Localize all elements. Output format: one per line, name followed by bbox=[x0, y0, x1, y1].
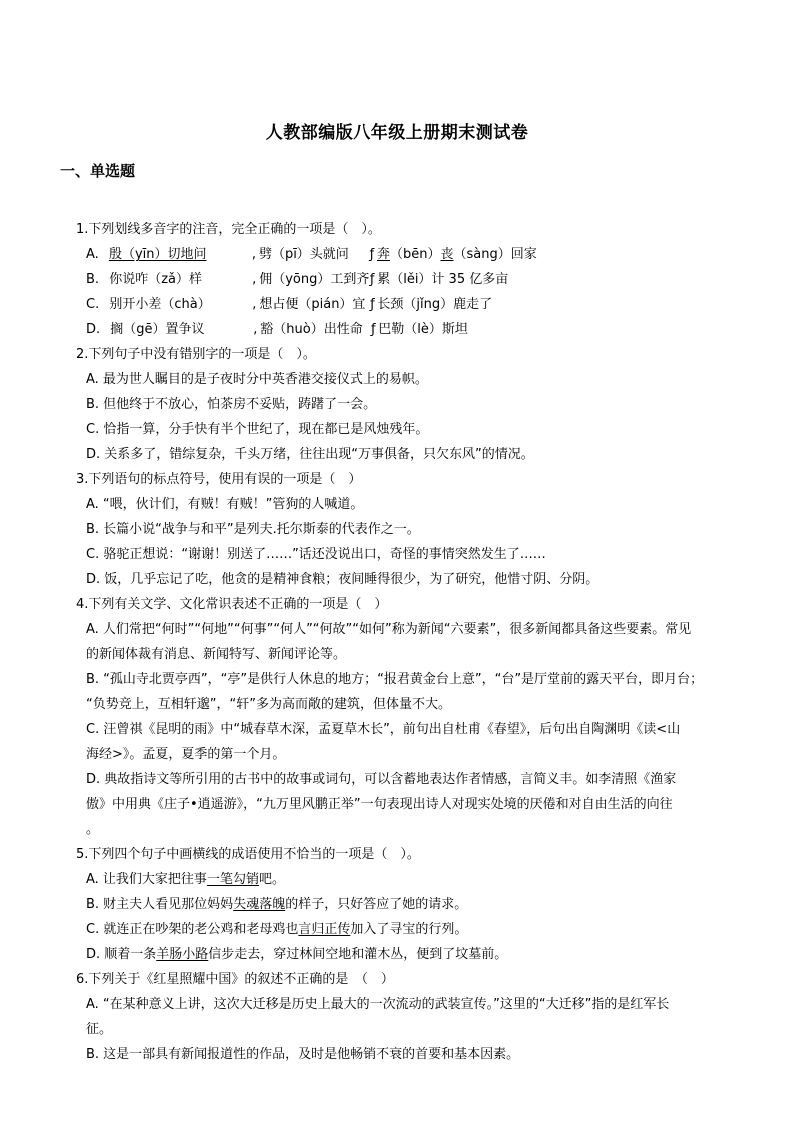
exam-title: 人教部编版八年级上册期末测试卷 bbox=[265, 123, 529, 143]
question-4-option-d: D. 典故指诗文等所引用的古书中的故事或词句，可以含蓄地表达作者情感，言简义丰。如李清照《渔家 bbox=[86, 772, 677, 787]
question-1-option-c: C. 别开小差（chà） , 想占便（pián）宜 ƒ 长颈（jǐng）鹿走了 bbox=[86, 297, 493, 312]
question-4-option-a-cont: 的新闻体裁有消息、新闻特写、新闻评论等。 bbox=[86, 647, 347, 662]
question-6-option-b: B. 这是一部具有新闻报道性的作品，及时是他畅销不衰的首要和基本因素。 bbox=[86, 1047, 520, 1062]
question-1-option-d: D. 搁（gē）置争议 , 豁（huò）出性命 ƒ 巴勒（lè）斯坦 bbox=[86, 322, 468, 337]
question-5-stem: 5.下列四个句子中画横线的成语使用不恰当的一项是（ ）。 bbox=[76, 847, 420, 862]
question-3-option-a: A. “喂，伙计们，有贼！有贼！”管狗的人喊道。 bbox=[86, 497, 364, 512]
question-5-option-b: B. 财主夫人看见那位妈妈失魂落魄的样子，只好答应了她的请求。 bbox=[86, 897, 468, 912]
question-6-stem: 6.下列关于《红星照耀中国》的叙述不正确的是 （ ） bbox=[76, 972, 394, 987]
question-4-option-d-cont: 傲》中用典《庄子•逍遥游》，“九万里风鹏正举”一句表现出诗人对现实处境的厌倦和对自由生活的向往 bbox=[86, 797, 673, 812]
section-heading: 一、单选题 bbox=[60, 162, 136, 180]
question-4-option-c: C. 汪曾祺《昆明的雨》中“城春草木深，孟夏草木长”，前句出自杜甫《春望》，后句出自陶渊明《读<山 bbox=[86, 722, 681, 737]
question-2-option-a: A. 最为世人瞩目的是子夜时分中英香港交接仪式上的易帜。 bbox=[86, 372, 428, 387]
q1-c-word-2: 想占便（pián）宜 bbox=[259, 297, 366, 312]
question-5-option-d: D. 顺着一条羊肠小路信步走去，穿过林间空地和灌木丛，便到了坟墓前。 bbox=[86, 947, 508, 962]
question-3-option-c: C. 骆驼正想说：“谢谢！别送了……”话还没说出口，奇怪的事情突然发生了…… bbox=[86, 547, 546, 562]
question-4-option-d-end: 。 bbox=[86, 822, 100, 837]
q1-a-word-3: 奔（bēn）丧（sàng）回家 bbox=[376, 247, 537, 262]
idiom-underlined: 羊肠小路 bbox=[156, 947, 209, 962]
question-1-stem: 1.下列划线多音字的注音，完全正确的一项是（ ）。 bbox=[76, 222, 381, 237]
question-4-option-c-cont: 海经>》。孟夏，夏季的第一个月。 bbox=[86, 747, 286, 762]
question-4-stem: 4.下列有关文学、文化常识表述不正确的一项是（ ） bbox=[76, 597, 388, 612]
question-3-option-b: B. 长篇小说“战争与和平”是列夫.托尔斯泰的代表作之一。 bbox=[86, 522, 420, 537]
q1-d-word-2: 豁（huò）出性命 bbox=[260, 322, 363, 337]
idiom-underlined: 失魂落魄 bbox=[233, 897, 286, 912]
q1-c-word-3: 长颈（jǐng）鹿走了 bbox=[377, 297, 493, 312]
q1-a-word-1: 殷（yīn）切地问 bbox=[108, 247, 207, 262]
question-6-option-a-cont: 征。 bbox=[86, 1022, 113, 1037]
question-2-option-b: B. 但他终于不放心，怕茶房不妥贴，踌躇了一会。 bbox=[86, 397, 377, 412]
question-2-stem: 2.下列句子中没有错别字的一项是（ ）。 bbox=[76, 347, 316, 362]
question-3-stem: 3.下列语句的标点符号，使用有误的一项是（ ） bbox=[76, 472, 362, 487]
idiom-underlined: 言归正传 bbox=[298, 922, 351, 937]
question-4-option-b: B. “孤山寺北贾亭西”，“亭”是供行人休息的地方；“报君黄金台上意”，“台”是厅堂前的露天平台，即月台； bbox=[86, 672, 704, 687]
q1-b-word-1: 你说咋（zǎ）样 bbox=[109, 272, 202, 287]
question-3-option-d: D. 饭，几乎忘记了吃，他贪的是精神食粮；夜间睡得很少，为了研究，他惜寸阴、分阴。 bbox=[86, 572, 599, 587]
question-2-option-c: C. 恰指一算，分手快有半个世纪了，现在都已是风烛残年。 bbox=[86, 422, 429, 437]
question-1-option-a: A. 殷（yīn）切地问 , 劈（pī）头就问 ƒ 奔（bēn）丧（sàng）回家 bbox=[86, 247, 537, 262]
q1-c-word-1: 别开小差（chà） bbox=[109, 297, 211, 312]
question-5-option-c: C. 就连正在吵架的老公鸡和老母鸡也言归正传加入了寻宝的行列。 bbox=[86, 922, 468, 937]
q1-d-word-3: 巴勒（lè）斯坦 bbox=[378, 322, 468, 337]
q1-a-word-2: 劈（pī）头就问 bbox=[258, 247, 349, 262]
q1-b-word-3: 累（lěi）计 35 亿多亩 bbox=[377, 272, 509, 287]
question-1-option-b: B. 你说咋（zǎ）样 , 佣（yōng）工到齐ƒ 累（lěi）计 35 亿多亩 bbox=[86, 272, 509, 287]
question-4-option-b-cont: “负势竞上，互相轩邈”，“轩”多为高而敞的建筑，但体量不大。 bbox=[86, 697, 451, 712]
q1-b-word-2: 佣（yōng）工到齐 bbox=[259, 272, 370, 287]
question-5-option-a: A. 让我们大家把往事一笔勾销吧。 bbox=[86, 872, 285, 887]
idiom-underlined: 一笔勾销 bbox=[206, 872, 259, 887]
q1-d-word-1: 搁（gē）置争议 bbox=[110, 322, 205, 337]
question-2-option-d: D. 关系多了，错综复杂，千头万绪，往往出现“万事俱备，只欠东风”的情况。 bbox=[86, 447, 534, 462]
question-6-option-a: A. “在某种意义上讲，这次大迁移是历史上最大的一次流动的武装宣传。”这里的“大迁移”指的是红军长 bbox=[86, 997, 670, 1012]
question-4-option-a: A. 人们常把“何时”“何地”“何事”“何人”“何故”“如何”称为新闻“六要素”，很多新闻都具备这些要素。常见 bbox=[86, 622, 692, 637]
